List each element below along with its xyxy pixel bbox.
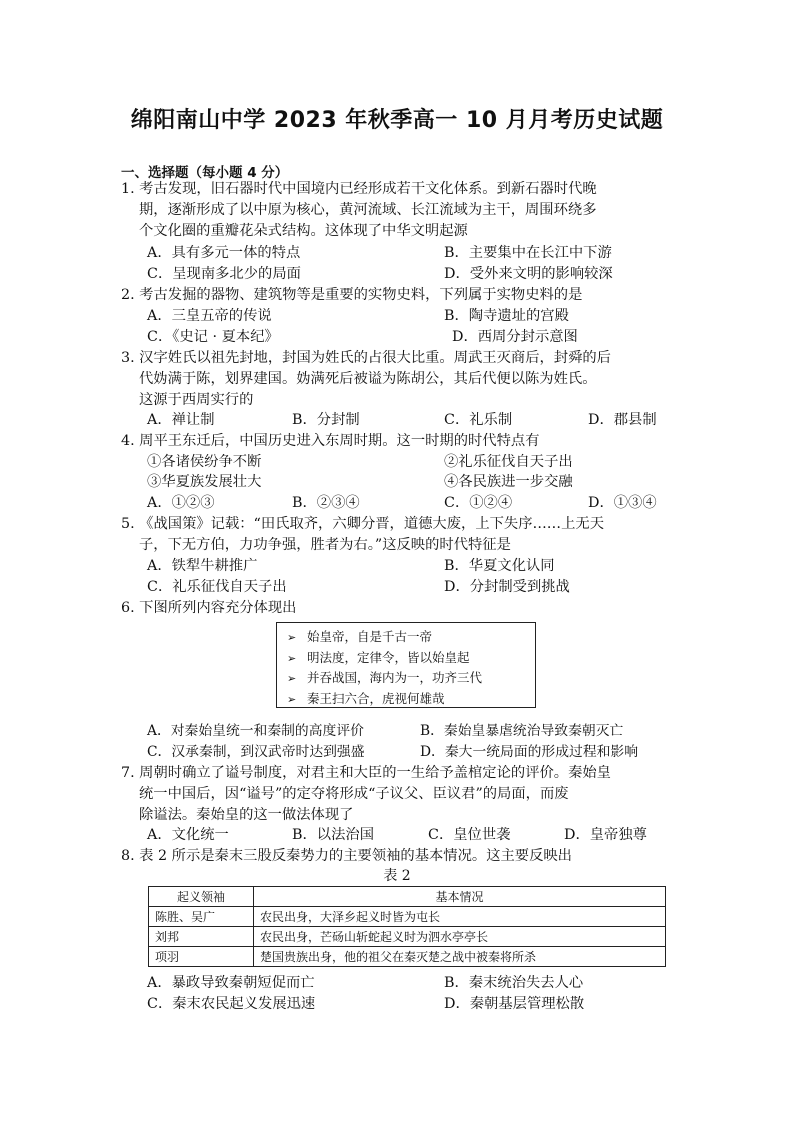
- q3-option-a: A．禅让制: [147, 412, 215, 428]
- q6-option-a: A．对秦始皇统一和秦制的高度评价: [147, 723, 364, 739]
- q5-line-2: 子，下无方伯，力功争强，胜者为右。”这反映的时代特征是: [139, 537, 511, 553]
- q8-option-a: A．暴政导致秦朝短促而亡: [147, 975, 315, 991]
- q3-line-2: 代妫满于陈，划界建国。妫满死后被谥为陈胡公，其后代便以陈为姓氏。: [139, 371, 597, 387]
- q7-option-b: B．以法治国: [292, 827, 374, 843]
- q6-line-1: 6. 下图所列内容充分体现出: [121, 600, 297, 616]
- q1-option-b: B．主要集中在长江中下游: [444, 245, 612, 261]
- quote-line: ➢ 秦王扫六合，虎视何雄哉: [287, 689, 535, 710]
- q6-option-b: B．秦始皇暴虐统治导致秦朝灭亡: [420, 723, 624, 739]
- q1-line-3: 个文化圈的重瓣花朵式结构。这体现了中华文明起源: [139, 223, 468, 239]
- q5-option-a: A．铁犁牛耕推广: [147, 558, 258, 574]
- q7-option-c: C．皇位世袭: [428, 827, 511, 843]
- arrow-bullet-icon: ➢: [287, 692, 297, 706]
- q2-option-d: D．西周分封示意图: [452, 329, 578, 345]
- table-row: [149, 927, 666, 947]
- table-row: [149, 947, 666, 967]
- q2-option-c: C．《史记 · 夏本纪》: [147, 329, 279, 345]
- arrow-bullet-icon: ➢: [287, 651, 297, 665]
- q1-line-1: 1. 考古发现，旧石器时代中国境内已经形成若干文化体系。到新石器时代晚: [121, 181, 597, 197]
- q3-option-b: B．分封制: [292, 412, 360, 428]
- q4-line-1: 4. 周平王东迁后，中国历史进入东周时期。这一时期的时代特点有: [121, 433, 540, 449]
- q3-option-c: C．礼乐制: [444, 412, 513, 428]
- q6-option-d: D．秦大一统局面的形成过程和影响: [420, 744, 639, 760]
- q7-line-2: 统一中国后，因“谥号”的定夺将形成“子议父、臣议君”的局面，而废: [139, 786, 569, 802]
- q4-option-b: B．②③④: [292, 495, 360, 511]
- q4-item-2: ②礼乐征伐自天子出: [444, 454, 573, 470]
- table-caption: 表 2: [383, 868, 411, 884]
- q4-item-3: ③华夏族发展壮大: [147, 474, 262, 490]
- q7-line-3: 除谥法。秦始皇的这一做法体现了: [139, 807, 354, 823]
- table-header-row: [149, 887, 666, 907]
- table-cell: 项羽: [149, 947, 254, 967]
- q8-option-c: C．秦末农民起义发展迅速: [147, 996, 316, 1012]
- q8-line-1: 8. 表 2 所示是秦末三股反秦势力的主要领袖的基本情况。这主要反映出: [121, 848, 572, 864]
- q2-option-a: A．三皇五帝的传说: [147, 308, 272, 324]
- q3-line-3: 这源于西周实行的: [139, 392, 254, 408]
- q7-option-a: A．文化统一: [147, 827, 229, 843]
- table-header-cell: 基本情况: [254, 887, 666, 907]
- quote-line: ➢ 明法度，定律令，皆以始皇起: [287, 648, 535, 669]
- q7-line-1: 7. 周朝时确立了谥号制度，对君主和大臣的一生给予盖棺定论的评价。秦始皇: [121, 765, 611, 781]
- q1-option-d: D．受外来文明的影响较深: [444, 266, 613, 282]
- quote-box: [276, 622, 536, 708]
- q1-option-a: A．具有多元一体的特点: [147, 245, 301, 261]
- q2-line-1: 2. 考古发掘的器物、建筑物等是重要的实物史料，下列属于实物史料的是: [121, 287, 583, 303]
- q4-item-1: ①各诸侯纷争不断: [147, 454, 262, 470]
- table-cell: 陈胜、吴广: [149, 907, 254, 927]
- page-title: 绵阳南山中学 2023 年秋季高一 10 月月考历史试题: [130, 108, 664, 133]
- q8-option-d: D．秦朝基层管理松散: [444, 996, 585, 1012]
- leaders-table: [148, 886, 666, 967]
- q8-option-b: B．秦末统治失去人心: [444, 975, 584, 991]
- q2-option-b: B．陶寺遗址的宫殿: [444, 308, 569, 324]
- quote-line: ➢ 始皇帝，自是千古一帝: [287, 627, 535, 648]
- q3-option-d: D．郡县制: [588, 412, 657, 428]
- q6-option-c: C．汉承秦制，到汉武帝时达到强盛: [147, 744, 365, 760]
- q4-item-4: ④各民族进一步交融: [444, 474, 573, 490]
- table-cell: 农民出身，大泽乡起义时皆为屯长: [254, 907, 666, 927]
- table-cell: 楚国贵族出身，他的祖父在秦灭楚之战中被秦将所杀: [254, 947, 666, 967]
- table-cell: 农民出身，芒砀山斩蛇起义时为泗水亭亭长: [254, 927, 666, 947]
- q4-option-d: D．①③④: [588, 495, 657, 511]
- q4-option-c: C．①②④: [444, 495, 513, 511]
- arrow-bullet-icon: ➢: [287, 672, 297, 685]
- q5-line-1: 5. 《战国策》记载：“田氏取齐，六卿分晋，道德大废，上下失序……上无天: [121, 516, 604, 532]
- q1-line-2: 期，逐渐形成了以中原为核心，黄河流域、长江流域为主干，周围环绕多: [139, 202, 597, 218]
- q5-option-c: C．礼乐征伐自天子出: [147, 579, 287, 595]
- table-row: [149, 907, 666, 927]
- q3-line-1: 3. 汉字姓氏以祖先封地，封国为姓氏的占很大比重。周武王灭商后，封舜的后: [121, 350, 611, 366]
- quote-line: ➢ 并吞战国，海内为一，功齐三代: [287, 668, 535, 689]
- section-heading: 一、选择题（每小题 4 分）: [121, 165, 289, 181]
- table-header-cell: 起义领袖: [149, 887, 254, 907]
- q1-option-c: C．呈现南多北少的局面: [147, 266, 301, 282]
- q5-option-d: D．分封制受到挑战: [444, 579, 570, 595]
- q5-option-b: B．华夏文化认同: [444, 558, 555, 574]
- table-cell: 刘邦: [149, 927, 254, 947]
- q4-option-a: A．①②③: [147, 495, 215, 511]
- arrow-bullet-icon: ➢: [287, 631, 297, 644]
- q7-option-d: D．皇帝独尊: [564, 827, 647, 843]
